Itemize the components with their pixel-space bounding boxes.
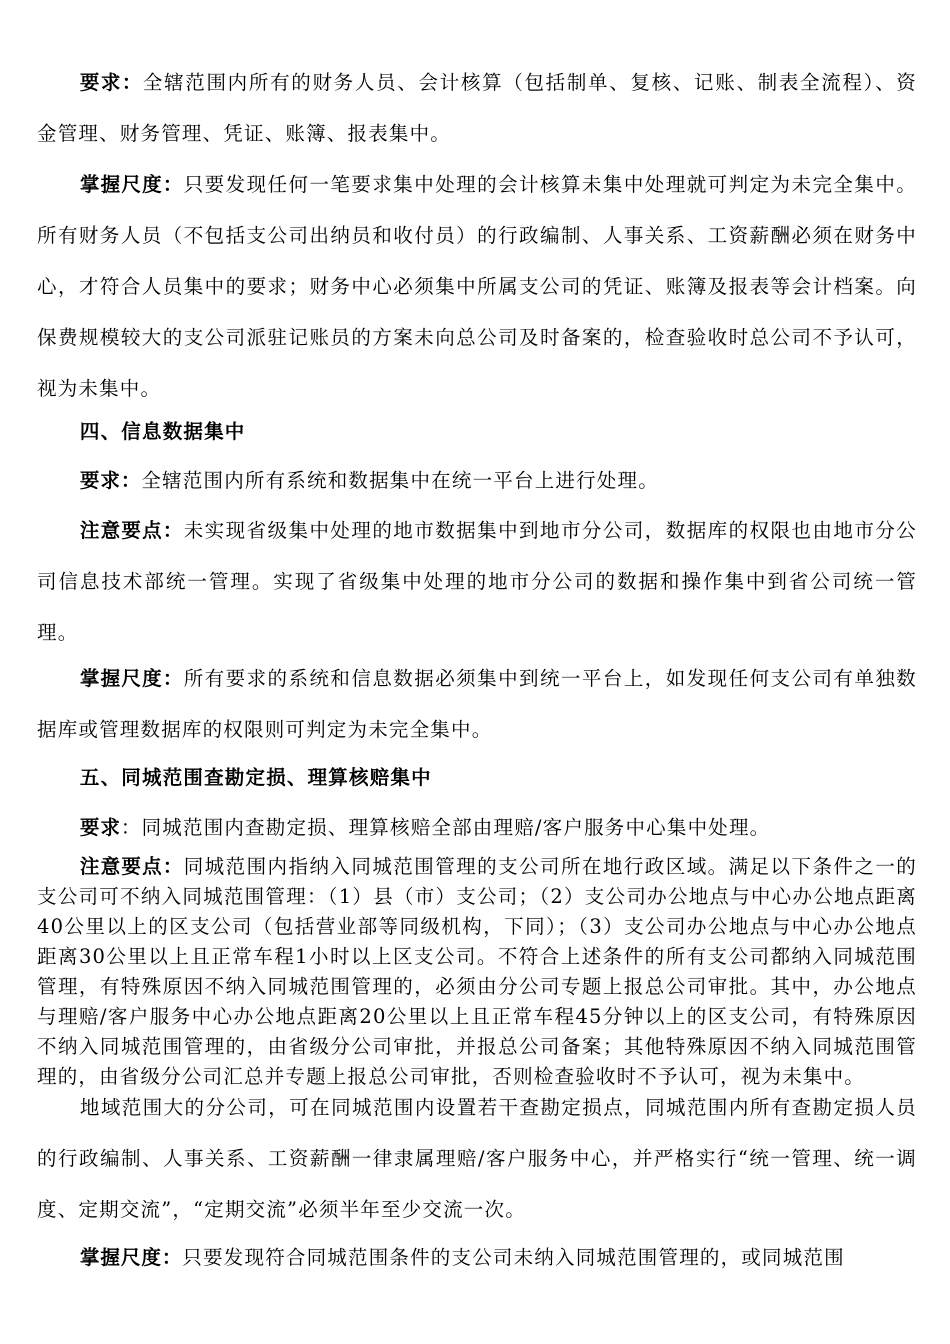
paragraph-claims-survey-points bbox=[37, 1082, 917, 1235]
label-criteria: 掌握尺度： bbox=[79, 173, 184, 196]
label-criteria: 掌握尺度： bbox=[79, 667, 184, 690]
paragraph-text: 未实现省级集中处理的地市数据集中到地市分公司，数据库的权限也由地市分公司信息技术部统一管理。实现了省级集中处理的地市分公司的数据和操作集中到省公司统一管理。 bbox=[37, 519, 917, 644]
paragraph-text: ：同城范围内查勘定损、理算核赔全部由理赔/客户服务中心集中处理。 bbox=[120, 816, 771, 839]
paragraph-data-criteria bbox=[37, 653, 917, 755]
paragraph-text: 同城范围内指纳入同城范围管理的支公司所在地行政区域。满足以下条件之一的支公司可不纳入同城范围管理：（1）县（市）支公司；（2）支公司办公地点与中心办公地点距离40公里以上的区支公司（包括营业部等同级机构，下同）；（3）支公司办公地点与中心办公地点距离30公里以上且正常车程1小时以上区支公司。不符合上述条件的所有支公司都纳入同城范围管理，有特殊原因不纳入同城范围管理的，必须由分公司专题上报总公司审批。其中，办公地点与理赔/客户服务中心办公地点距离20公里以上且正常车程45分钟以上的区支公司，有特殊原因不纳入同城范围管理的，由省级分公司审批，并报总公司备案；其他特殊原因不纳入同城范围管理的，由省级分公司汇总并专题上报总公司审批，否则检查验收时不予认可，视为未集中。 bbox=[37, 855, 917, 1088]
paragraph-text: 全辖范围内所有的财务人员、会计核算（包括制单、复核、记账、制表全流程）、资金管理、财务管理、凭证、账簿、报表集中。 bbox=[37, 71, 917, 145]
label-requirement: 要求 bbox=[79, 816, 121, 839]
paragraph-claims-requirement bbox=[37, 802, 917, 853]
paragraph-text: 地域范围大的分公司，可在同城范围内设置若干查勘定损点，同城范围内所有查勘定损人员的行政编制、人事关系、工资薪酬一律隶属理赔/客户服务中心，并严格实行“统一管理、统一调度、定期交流”，“定期交流”必须半年至少交流一次。 bbox=[37, 1096, 917, 1221]
label-notes: 注意要点： bbox=[79, 519, 184, 542]
paragraph-text: 所有要求的系统和信息数据必须集中到统一平台上，如发现任何支公司有单独数据库或管理数据库的权限则可判定为未完全集中。 bbox=[37, 667, 917, 741]
paragraph-data-requirement bbox=[37, 455, 917, 506]
paragraph-text: 只要发现符合同城范围条件的支公司未纳入同城范围管理的，或同城范围 bbox=[182, 1246, 845, 1269]
paragraph-text: 全辖范围内所有系统和数据集中在统一平台上进行处理。 bbox=[141, 469, 659, 492]
paragraph-finance-requirement bbox=[37, 57, 917, 159]
section-heading-4: 四、信息数据集中 bbox=[79, 420, 246, 443]
label-requirement: 要求： bbox=[79, 469, 142, 492]
section-heading-5: 五、同城范围查勘定损、理算核赔集中 bbox=[79, 766, 432, 789]
paragraph-finance-criteria bbox=[37, 159, 917, 414]
paragraph-claims-notes bbox=[37, 852, 917, 1092]
label-criteria: 掌握尺度： bbox=[79, 1246, 183, 1269]
label-notes: 注意要点： bbox=[79, 855, 184, 878]
label-requirement: 要求： bbox=[79, 71, 143, 94]
paragraph-claims-criteria bbox=[37, 1232, 917, 1283]
paragraph-data-notes bbox=[37, 505, 917, 658]
paragraph-text: 只要发现任何一笔要求集中处理的会计核算未集中处理就可判定为未完全集中。所有财务人员（不包括支公司出纳员和收付员）的行政编制、人事关系、工资薪酬必须在财务中心，才符合人员集中的要求；财务中心必须集中所属支公司的凭证、账簿及报表等会计档案。向保费规模较大的支公司派驻记账员的方案未向总公司及时备案的，检查验收时总公司不予认可，视为未集中。 bbox=[37, 173, 917, 400]
